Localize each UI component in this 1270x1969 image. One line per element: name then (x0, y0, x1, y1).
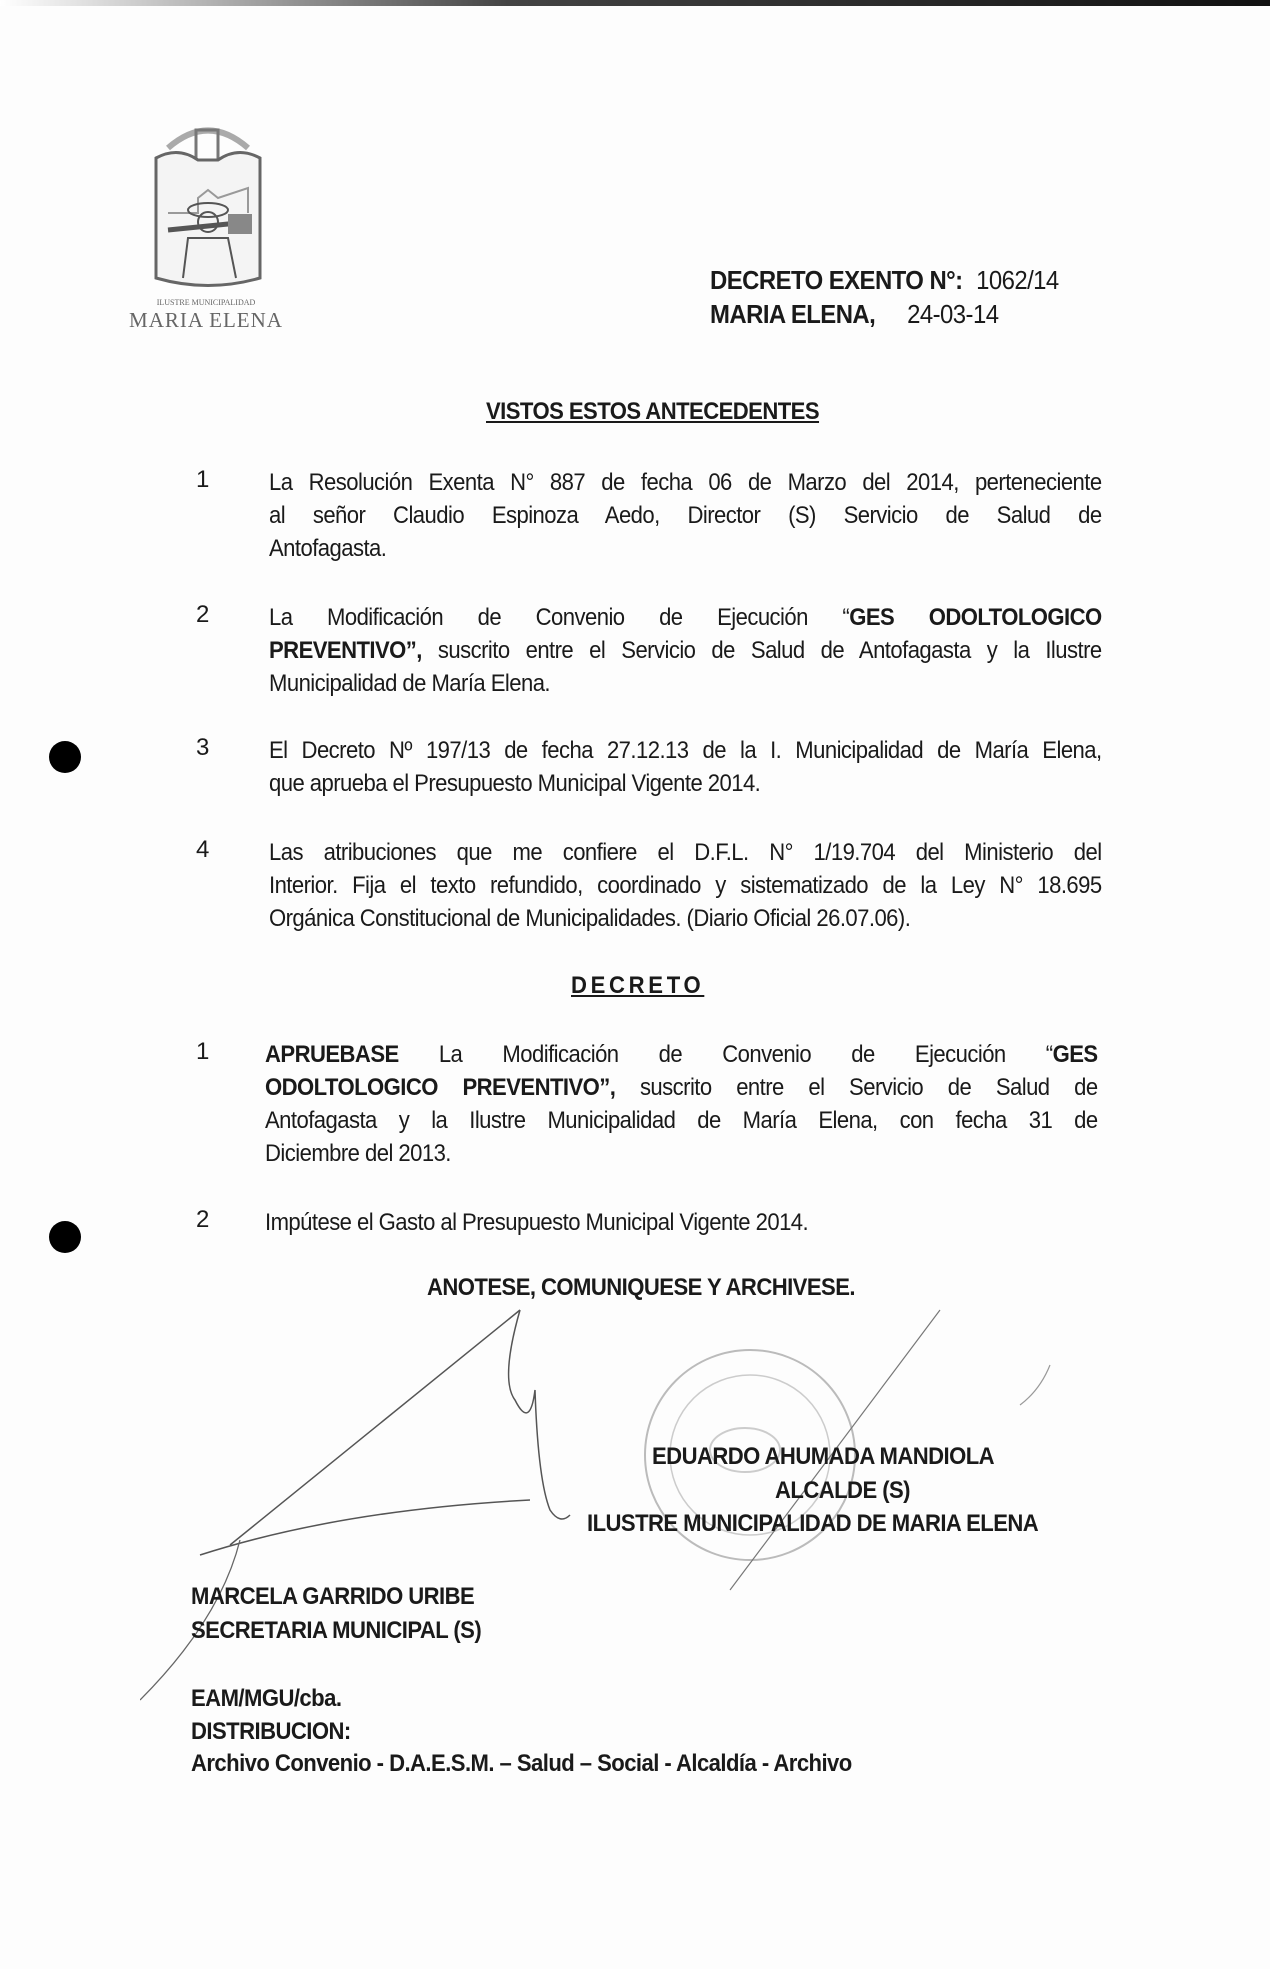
decreto-title: DECRETO (571, 972, 705, 999)
mayor-organization: ILUSTRE MUNICIPALIDAD DE MARIA ELENA (587, 1510, 1039, 1537)
place-date-line (710, 299, 998, 330)
item-number: 1 (196, 1038, 210, 1065)
closing-formula: ANOTESE, COMUNIQUESE Y ARCHIVESE. (427, 1274, 855, 1301)
decreto-item-2: Impútese el Gasto al Presupuesto Municipal Vigente 2014. (265, 1209, 809, 1236)
program-name: ODOLTOLOGICO PREVENTIVO”, (265, 1074, 616, 1101)
logo-title: MARIA ELENA (129, 308, 283, 332)
handwritten-signatures (140, 1290, 1140, 1710)
program-name: GES (1052, 1041, 1098, 1068)
item-number: 3 (196, 734, 210, 761)
item-number: 4 (196, 836, 210, 863)
text-line (265, 1038, 1098, 1071)
mayor-name: EDUARDO AHUMADA MANDIOLA (652, 1443, 995, 1470)
decree-number-line (710, 265, 1059, 296)
text: La Modificación de Convenio de Ejecución “ (398, 1041, 1053, 1068)
text-line: Las atribuciones que me confiere el D.F.L. N° 1/19.704 del Ministerio del (269, 839, 1102, 866)
item-number: 1 (196, 466, 210, 493)
punch-hole-mark (49, 1221, 81, 1253)
program-name: PREVENTIVO”, (269, 637, 422, 664)
program-name: GES ODOLTOLOGICO (849, 604, 1102, 631)
mayor-role: ALCALDE (S) (775, 1477, 910, 1504)
text-line (265, 1071, 1098, 1104)
place: MARIA ELENA, (710, 299, 876, 329)
text-line: El Decreto Nº 197/13 de fecha 27.12.13 de la I. Municipalidad de María Elena, (269, 737, 1102, 764)
initials: EAM/MGU/cba. (191, 1685, 342, 1712)
municipal-coat-of-arms-logo (148, 118, 268, 290)
text: suscrito entre el Servicio de Salud de (615, 1074, 1098, 1101)
item-number: 2 (196, 1206, 210, 1233)
vistos-item-4 (269, 836, 1102, 935)
approval-keyword: APRUEBASE (265, 1041, 399, 1068)
text: La Modificación de Convenio de Ejecución “ (269, 604, 850, 631)
item-number: 2 (196, 601, 210, 628)
text-line: al señor Claudio Espinoza Aedo, Director (S) Servicio de Salud de (269, 502, 1102, 529)
text-line: Municipalidad de María Elena. (269, 670, 551, 697)
decree-label: DECRETO EXENTO N°: (710, 265, 963, 295)
text: suscrito entre el Servicio de Salud de Antofagasta y la Ilustre (421, 637, 1102, 664)
secretary-name: MARCELA GARRIDO URIBE (191, 1583, 475, 1610)
vistos-item-3 (269, 734, 1102, 800)
secretary-role: SECRETARIA MUNICIPAL (S) (191, 1617, 482, 1644)
date: 24-03-14 (907, 299, 999, 329)
distribution-label: DISTRIBUCION: (191, 1718, 351, 1745)
text-line: Orgánica Constitucional de Municipalidades. (Diario Oficial 26.07.06). (269, 905, 911, 932)
text-line: La Resolución Exenta N° 887 de fecha 06 de Marzo del 2014, perteneciente (269, 469, 1102, 496)
text-line: que aprueba el Presupuesto Municipal Vigente 2014. (269, 770, 761, 797)
text-line: Antofagasta y la Ilustre Municipalidad de María Elena, con fecha 31 de (265, 1107, 1098, 1134)
vistos-title: VISTOS ESTOS ANTECEDENTES (486, 398, 820, 425)
text-line: Diciembre del 2013. (265, 1140, 451, 1167)
text-line (269, 601, 1102, 634)
vistos-item-2 (269, 601, 1102, 700)
scan-edge (0, 0, 1270, 6)
punch-hole-mark (49, 741, 81, 773)
text-line (269, 634, 1102, 667)
text-line: Antofagasta. (269, 535, 387, 562)
logo-subtitle: ILUSTRE MUNICIPALIDAD (156, 298, 256, 307)
text-line: Interior. Fija el texto refundido, coordinado y sistematizado de la Ley N° 18.695 (269, 872, 1102, 899)
decreto-item-1 (265, 1038, 1098, 1170)
vistos-item-1 (269, 466, 1102, 565)
distribution-list: Archivo Convenio - D.A.E.S.M. – Salud – Social - Alcaldía - Archivo (191, 1750, 852, 1777)
decree-number: 1062/14 (976, 265, 1059, 295)
